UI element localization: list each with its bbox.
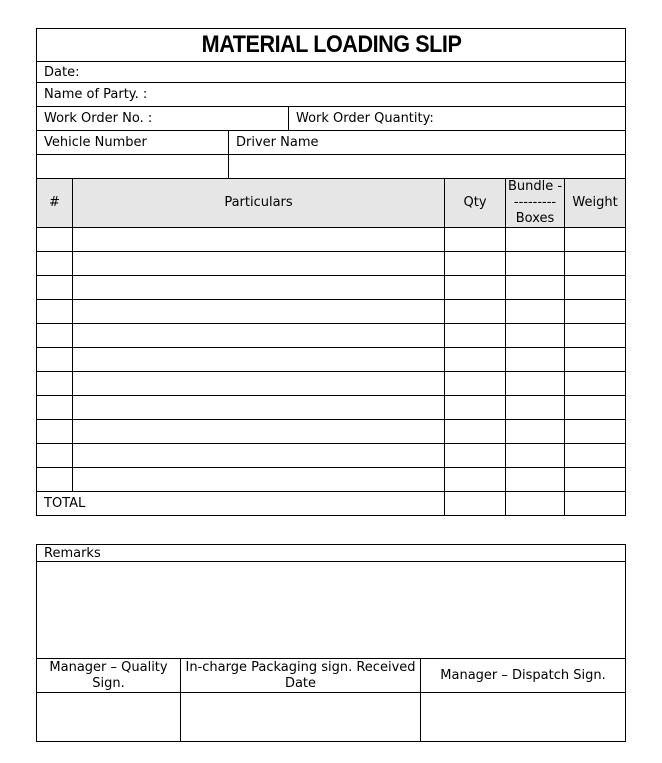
driver-name-label: Driver Name bbox=[229, 131, 626, 155]
row-number-cell[interactable] bbox=[37, 276, 73, 300]
weight-cell[interactable] bbox=[565, 420, 626, 444]
total-weight-cell[interactable] bbox=[565, 492, 626, 516]
row-number-cell[interactable] bbox=[37, 228, 73, 252]
table-row bbox=[37, 228, 626, 252]
bundle-boxes-cell[interactable] bbox=[506, 348, 565, 372]
weight-cell[interactable] bbox=[565, 300, 626, 324]
qty-cell[interactable] bbox=[445, 444, 506, 468]
qty-cell[interactable] bbox=[445, 420, 506, 444]
work-order-no-field[interactable]: Work Order No. : bbox=[37, 107, 289, 131]
weight-cell[interactable] bbox=[565, 396, 626, 420]
driver-name-input[interactable] bbox=[229, 155, 626, 179]
weight-cell[interactable] bbox=[565, 444, 626, 468]
work-order-quantity-field[interactable]: Work Order Quantity: bbox=[289, 107, 626, 131]
qty-cell[interactable] bbox=[445, 372, 506, 396]
row-number-cell[interactable] bbox=[37, 372, 73, 396]
dispatch-manager-sign-box[interactable] bbox=[421, 693, 626, 742]
row-number-cell[interactable] bbox=[37, 348, 73, 372]
column-header-number: # bbox=[37, 179, 73, 228]
column-header-weight: Weight bbox=[565, 179, 626, 228]
remarks-input[interactable] bbox=[37, 562, 626, 659]
column-header-qty: Qty bbox=[445, 179, 506, 228]
particulars-cell[interactable] bbox=[73, 420, 445, 444]
date-field[interactable]: Date: bbox=[37, 62, 626, 83]
table-row bbox=[37, 396, 626, 420]
qty-cell[interactable] bbox=[445, 324, 506, 348]
quality-manager-sign-label: Manager – Quality Sign. bbox=[37, 659, 181, 693]
loading-slip-form bbox=[36, 28, 626, 516]
particulars-cell[interactable] bbox=[73, 396, 445, 420]
column-header-particulars: Particulars bbox=[73, 179, 445, 228]
weight-cell[interactable] bbox=[565, 372, 626, 396]
qty-cell[interactable] bbox=[445, 348, 506, 372]
weight-cell[interactable] bbox=[565, 276, 626, 300]
remarks-label: Remarks bbox=[37, 545, 626, 562]
total-bundle-cell[interactable] bbox=[506, 492, 565, 516]
table-row bbox=[37, 420, 626, 444]
form-title: MATERIAL LOADING SLIP bbox=[66, 29, 596, 62]
table-row bbox=[37, 300, 626, 324]
weight-cell[interactable] bbox=[565, 348, 626, 372]
weight-cell[interactable] bbox=[565, 228, 626, 252]
table-row bbox=[37, 468, 626, 492]
row-number-cell[interactable] bbox=[37, 252, 73, 276]
bundle-boxes-cell[interactable] bbox=[506, 300, 565, 324]
table-row bbox=[37, 348, 626, 372]
dispatch-manager-sign-label: Manager – Dispatch Sign. bbox=[421, 659, 626, 693]
row-number-cell[interactable] bbox=[37, 468, 73, 492]
qty-cell[interactable] bbox=[445, 396, 506, 420]
table-row bbox=[37, 276, 626, 300]
row-number-cell[interactable] bbox=[37, 444, 73, 468]
total-label: TOTAL bbox=[37, 492, 445, 516]
bundle-boxes-cell[interactable] bbox=[506, 396, 565, 420]
particulars-cell[interactable] bbox=[73, 300, 445, 324]
total-qty-cell[interactable] bbox=[445, 492, 506, 516]
particulars-cell[interactable] bbox=[73, 324, 445, 348]
qty-cell[interactable] bbox=[445, 468, 506, 492]
table-row bbox=[37, 252, 626, 276]
table-row bbox=[37, 372, 626, 396]
particulars-cell[interactable] bbox=[73, 372, 445, 396]
qty-cell[interactable] bbox=[445, 276, 506, 300]
table-row bbox=[37, 324, 626, 348]
weight-cell[interactable] bbox=[565, 468, 626, 492]
vehicle-number-input[interactable] bbox=[37, 155, 229, 179]
table-row bbox=[37, 444, 626, 468]
bundle-boxes-cell[interactable] bbox=[506, 276, 565, 300]
weight-cell[interactable] bbox=[565, 324, 626, 348]
qty-cell[interactable] bbox=[445, 228, 506, 252]
column-header-bundle-boxes: Bundle ---------- Boxes bbox=[506, 179, 565, 228]
bundle-boxes-cell[interactable] bbox=[506, 420, 565, 444]
qty-cell[interactable] bbox=[445, 252, 506, 276]
bundle-boxes-cell[interactable] bbox=[506, 228, 565, 252]
particulars-cell[interactable] bbox=[73, 348, 445, 372]
particulars-cell[interactable] bbox=[73, 468, 445, 492]
quality-manager-sign-box[interactable] bbox=[37, 693, 181, 742]
remarks-signature-block bbox=[36, 544, 626, 742]
packaging-incharge-sign-box[interactable] bbox=[181, 693, 421, 742]
row-number-cell[interactable] bbox=[37, 300, 73, 324]
particulars-cell[interactable] bbox=[73, 228, 445, 252]
bundle-boxes-cell[interactable] bbox=[506, 468, 565, 492]
row-number-cell[interactable] bbox=[37, 324, 73, 348]
weight-cell[interactable] bbox=[565, 252, 626, 276]
row-number-cell[interactable] bbox=[37, 420, 73, 444]
party-name-field[interactable]: Name of Party. : bbox=[37, 83, 626, 107]
row-number-cell[interactable] bbox=[37, 396, 73, 420]
particulars-cell[interactable] bbox=[73, 444, 445, 468]
bundle-boxes-cell[interactable] bbox=[506, 252, 565, 276]
bundle-boxes-cell[interactable] bbox=[506, 372, 565, 396]
bundle-boxes-cell[interactable] bbox=[506, 444, 565, 468]
vehicle-number-label: Vehicle Number bbox=[37, 131, 229, 155]
particulars-cell[interactable] bbox=[73, 276, 445, 300]
particulars-cell[interactable] bbox=[73, 252, 445, 276]
qty-cell[interactable] bbox=[445, 300, 506, 324]
bundle-boxes-cell[interactable] bbox=[506, 324, 565, 348]
packaging-incharge-sign-label: In-charge Packaging sign. Received Date bbox=[181, 659, 421, 693]
